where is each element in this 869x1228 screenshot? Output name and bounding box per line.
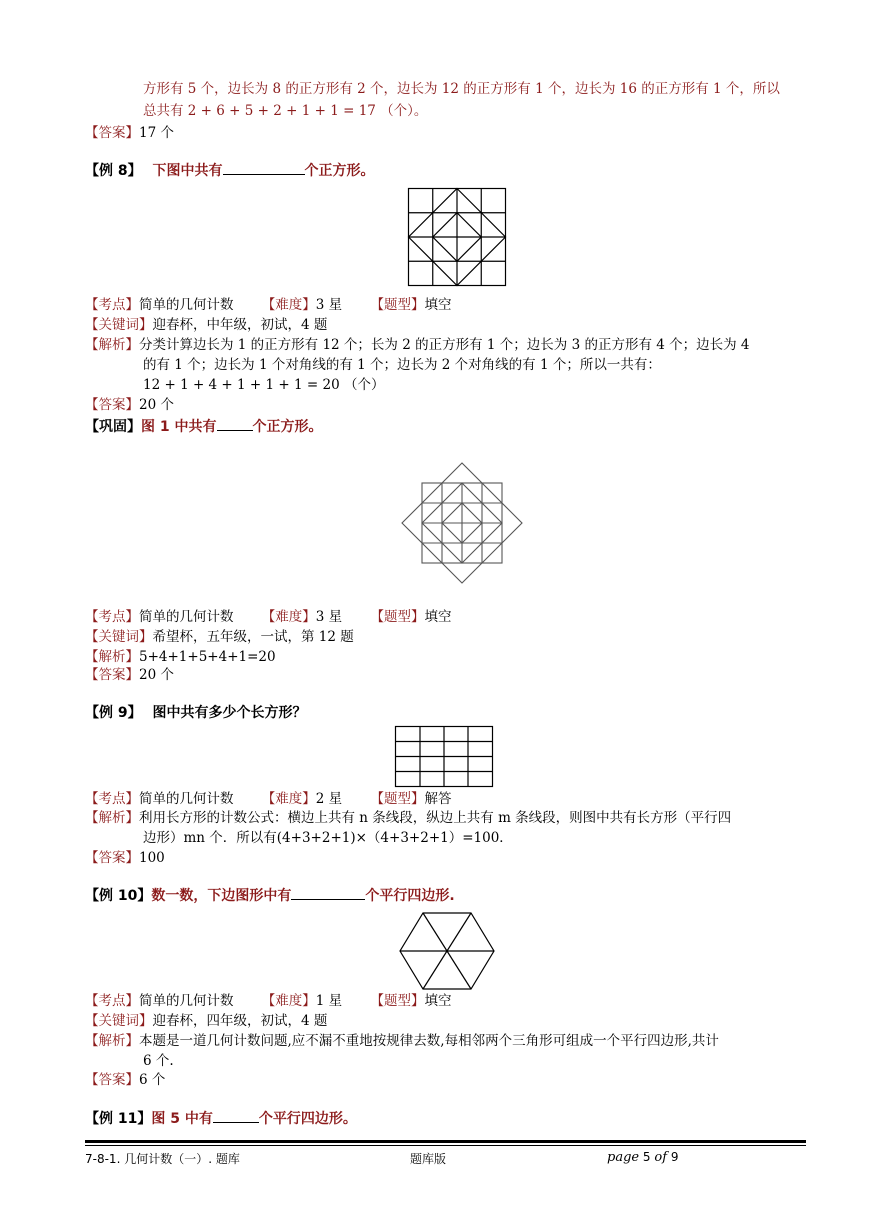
nandu-value: 2 星 <box>315 791 343 807</box>
nandu-tag: 【难度】 <box>261 609 316 625</box>
example-11-question-post: 个平行四边形。 <box>258 1111 357 1127</box>
example-10-question <box>85 887 455 905</box>
example-10-tag: 【例 10】 <box>85 888 152 904</box>
example-8-analysis-line-3: 12 + 1 + 4 + 1 + 1 + 1 = 20 （个） <box>143 377 385 393</box>
example-9-question <box>85 704 307 722</box>
gonggu-meta <box>85 608 451 626</box>
kaodian-value: 简单的几何计数 <box>139 791 234 807</box>
prev-text-line-1: 方形有 5 个，边长为 8 的正方形有 2 个，边长为 12 的正方形有 1 个，边长为 16 的正方形有 1 个，所以 <box>143 81 780 97</box>
keyword-value: 迎春杯，中年级，初试，4 题 <box>152 317 328 333</box>
jiexi-tag: 【解析】 <box>85 649 139 665</box>
gonggu-tag: 【巩固】 <box>85 419 141 435</box>
example-8-keywords <box>85 316 327 334</box>
answer-tag: 【答案】 <box>85 1072 139 1088</box>
example-10-question-pre: 数一数，下边图形中有 <box>151 888 292 904</box>
example-10-question-post: 个平行四边形. <box>365 888 455 904</box>
example-8-tag: 【例 8】 <box>85 163 142 179</box>
tixing-tag: 【题型】 <box>370 609 425 625</box>
answer-value: 20 个 <box>139 667 174 683</box>
answer-blank <box>291 887 365 900</box>
answer-value: 20 个 <box>139 397 174 413</box>
example-11-question-pre: 图 5 中有 <box>151 1111 213 1127</box>
example-9-tag: 【例 9】 <box>85 705 142 721</box>
tixing-value: 填空 <box>424 993 452 1009</box>
example-10-keywords <box>85 1012 327 1030</box>
nandu-value: 3 星 <box>315 297 343 313</box>
example-9-analysis <box>85 809 731 827</box>
jiexi-tag: 【解析】 <box>85 337 139 353</box>
tixing-tag: 【题型】 <box>370 791 425 807</box>
figure-gonggu-squares <box>401 462 523 584</box>
example-11-tag: 【例 11】 <box>85 1111 152 1127</box>
kaodian-tag: 【考点】 <box>85 297 139 313</box>
answer-value: 6 个 <box>139 1072 166 1088</box>
prev-answer <box>85 124 174 142</box>
example-9-question-text: 图中共有多少个长方形？ <box>152 705 307 721</box>
nandu-tag: 【难度】 <box>261 791 316 807</box>
page-word: page <box>607 1150 640 1165</box>
figure-example-10-hexagon <box>397 912 497 990</box>
footer-rule-thick <box>85 1140 806 1143</box>
nandu-tag: 【难度】 <box>261 993 316 1009</box>
gonggu-question-pre: 图 1 中共有 <box>141 419 217 435</box>
page-total: 9 <box>670 1150 679 1164</box>
example-8-answer <box>85 396 174 414</box>
jiexi-line-1: 利用长方形的计数公式：横边上共有 n 条线段，纵边上共有 m 条线段，则图中共有长方形（平行四 <box>139 810 732 826</box>
keyword-value: 希望杯，五年级，一试，第 12 题 <box>152 629 354 645</box>
answer-tag: 【答案】 <box>85 850 139 866</box>
example-8-question-post: 个正方形。 <box>304 163 375 179</box>
example-8-question <box>85 162 375 180</box>
example-8-analysis <box>85 336 750 354</box>
answer-tag: 【答案】 <box>85 125 139 141</box>
keyword-tag: 【关键词】 <box>85 317 153 333</box>
page-current: 5 <box>642 1150 651 1164</box>
kaodian-tag: 【考点】 <box>85 609 139 625</box>
gonggu-question <box>85 418 323 436</box>
jiexi-line-1: 分类计算边长为 1 的正方形有 12 个；长为 2 的正方形有 1 个；边长为 3 的正方形有 4 个；边长为 4 <box>139 337 750 353</box>
kaodian-value: 简单的几何计数 <box>139 297 234 313</box>
answer-tag: 【答案】 <box>85 397 139 413</box>
gonggu-analysis <box>85 648 276 666</box>
example-10-analysis-line-2: 6 个. <box>143 1053 174 1069</box>
example-10-answer <box>85 1071 165 1089</box>
kaodian-tag: 【考点】 <box>85 993 139 1009</box>
tixing-value: 解答 <box>424 791 452 807</box>
example-10-analysis <box>85 1032 719 1050</box>
prev-text-line-2: 总共有 2 + 6 + 5 + 2 + 1 + 1 = 17 （个）。 <box>143 103 428 119</box>
footer-rule-thin <box>85 1145 806 1146</box>
answer-tag: 【答案】 <box>85 667 139 683</box>
answer-value: 17 个 <box>139 125 174 141</box>
nandu-tag: 【难度】 <box>261 297 316 313</box>
keyword-tag: 【关键词】 <box>85 1013 153 1029</box>
gonggu-answer <box>85 666 174 684</box>
tixing-tag: 【题型】 <box>370 297 425 313</box>
footer-center-label: 题库版 <box>410 1152 447 1166</box>
footer-left-title: 7-8-1. 几何计数（一）. 题库 <box>85 1152 240 1166</box>
example-8-question-pre: 下图中共有 <box>152 163 223 179</box>
answer-blank <box>223 162 305 175</box>
kaodian-value: 简单的几何计数 <box>139 993 234 1009</box>
kaodian-tag: 【考点】 <box>85 791 139 807</box>
jiexi-line-1: 本题是一道几何计数问题,应不漏不重地按规律去数,每相邻两个三角形可组成一个平行四边形,共计 <box>139 1033 719 1049</box>
nandu-value: 3 星 <box>315 609 343 625</box>
example-9-analysis-line-2: 边形）mn 个．所以有(4+3+2+1)×（4+3+2+1）=100． <box>143 830 513 846</box>
jiexi-tag: 【解析】 <box>85 810 139 826</box>
footer-page-number <box>607 1150 679 1165</box>
gonggu-question-post: 个正方形。 <box>252 419 323 435</box>
example-8-meta <box>85 296 451 314</box>
jiexi-tag: 【解析】 <box>85 1033 139 1049</box>
gonggu-keywords <box>85 628 354 646</box>
figure-example-9-rectangles <box>395 726 495 788</box>
answer-blank <box>213 1110 259 1123</box>
jiexi-value: 5+4+1+5+4+1=20 <box>139 649 276 665</box>
answer-blank <box>217 418 253 431</box>
kaodian-value: 简单的几何计数 <box>139 609 234 625</box>
keyword-tag: 【关键词】 <box>85 629 153 645</box>
figure-example-8-squares <box>408 188 508 288</box>
example-9-answer <box>85 849 165 867</box>
example-8-analysis-line-2: 的有 1 个；边长为 1 个对角线的有 1 个；边长为 2 个对角线的有 1 个；所以一共有： <box>143 357 661 373</box>
tixing-value: 填空 <box>424 297 452 313</box>
example-11-question <box>85 1110 357 1128</box>
keyword-value: 迎春杯，四年级，初试，4 题 <box>152 1013 328 1029</box>
answer-value: 100 <box>139 850 165 866</box>
example-10-meta <box>85 992 451 1010</box>
tixing-value: 填空 <box>424 609 452 625</box>
of-word: of <box>654 1150 668 1165</box>
example-9-meta <box>85 790 451 808</box>
tixing-tag: 【题型】 <box>370 993 425 1009</box>
nandu-value: 1 星 <box>315 993 343 1009</box>
